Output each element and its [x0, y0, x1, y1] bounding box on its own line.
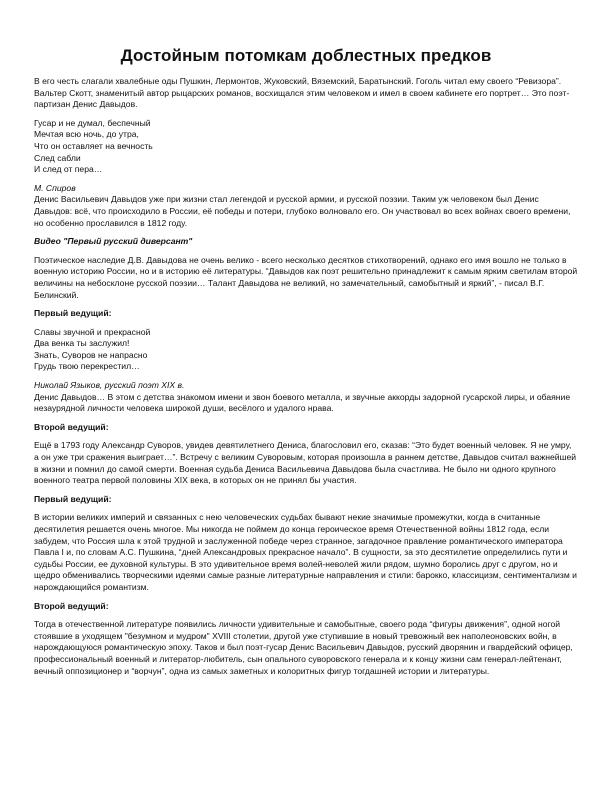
poem-spirov: [34, 118, 578, 176]
poem-line: Что он оставляет на вечность: [34, 140, 153, 151]
poem-line: Два венка ты заслужил!: [34, 338, 130, 349]
poem-author: М. Спиров: [34, 182, 76, 193]
poem-line: Грудь твою перекрестил…: [34, 361, 140, 372]
poem-line: Знать, Суворов не напрасно: [34, 349, 148, 360]
poem-line: И след от пера…: [34, 164, 103, 175]
poem-line: Славы звучной и прекрасной: [34, 326, 151, 337]
video-heading: Видео "Первый русский диверсант": [34, 236, 193, 247]
poem-line: След сабли: [34, 152, 81, 163]
paragraph-figures-of-movement: Тогда в отечественной литературе появились личности удивительные и самобытные, своего рода “фигуры движения”, одной ногой стоявшие в уходящем "безумном и мудром" XVIII столетии, другой уже ступившие в новый тревожный век наполеоновских войн, в нарождающуюся романтическую эпоху. Таков и был поэт-гусар Денис Васильевич Давыдов, русский дворянин и гвардейский офицер, профессиональный военный и литератор-любитель, сын опального суворовского генерала и к концу жизни сам генерал-лейтенант, вечный оппозиционер и “ворчун”, одна из самых заметных и колоритных фигур тогдашней истории и литературы.: [34, 619, 573, 676]
poem-line: Мечтая всю ночь, до утра,: [34, 129, 139, 140]
speaker-label-first-host: Первый ведущий:: [34, 493, 112, 504]
speaker-label-second-host: Второй ведущий:: [34, 421, 109, 432]
poem-yazykov: [34, 327, 578, 373]
poem-line: Гусар и не думал, беспечный: [34, 117, 151, 128]
paragraph-empires: В истории великих империй и связанных с нею человеческих судьбах бывают некие значимые промежутки, когда в считанные десятилетия решается очень многое. Мы никогда не поймем до конца героическое время Отечественной войны 1812 года, если забудем, что Россия шла к этой трудной и заслуженной победе через странное, загадочное правление романтического императора Павла I и, по словам А.С. Пушкина, “дней Александровых прекрасное начало”. В сущности, за это десятилетие определились пути и судьбы России, ее духовной культуры. В это удивительное время волей-неволей жили рядом, шумно боролись друг с другом, но и щедро обменивались творческими идеями самые разные литературные направления и стили: барокко, классицизм, сентиментализм и нарождающийся романтизм.: [34, 512, 577, 592]
speaker-label-first-host: Первый ведущий:: [34, 308, 112, 319]
paragraph-davydov-legend: Денис Васильевич Давыдов уже при жизни стал легендой и русской армии, и русской поэзии. Таким уж человеком был Денис Давыдов: всё, что происходило в России, её победы и потери, глубоко волновало его. Он участвовал во всех войнах своего времени, но особенно прославился в 1812 году.: [34, 194, 571, 228]
paragraph-suvorov: Ещё в 1793 году Александр Суворов, увидев девятилетнего Дениса, благословил его, сказав: “Это будет военный человек. Я не умру, а он уже три сражения выиграет…”. Встречу с великим Суворовым, которая произошла в раннем детстве, Давыдов считал важнейшей в жизни и помнил до самой смерти. Военная судьба Дениса Васильевича Давыдова была счастлива. Не было ни одного крупного военного театра первой половины XIX века, в которых он не принял бы участия.: [34, 440, 577, 486]
paragraph-poetic-heritage: Поэтическое наследие Д.В. Давыдова не очень велико - всего несколько десятков стихотворений, однако его имя вошло не только в военную историю России, но и в историю её литературы. “Давыдов как поэт решительно принадлежит к самым ярким светилам второй величины на небосклоне русской поэзии… Талант Давыдова не великий, но замечательный, самобытный и яркий”, - писал В.Г. Белинский.: [34, 254, 578, 300]
page-title: Достойным потомкам доблестных предков: [120, 46, 492, 65]
paragraph-davydov-name: Денис Давыдов… В этом с детства знакомом имени и звон боевого металла, и звучные аккорды задорной гусарской лиры, и обаяние незаурядной личности человека широкой души, весёлого и удалого нрава.: [34, 391, 571, 414]
intro-paragraph: В его честь слагали хвалебные оды Пушкин, Лермонтов, Жуковский, Вяземский, Баратынский. Гоголь читал ему своего “Ревизора”. Вальтер Скотт, знаменитый автор рыцарских романов, восхищался этим человеком и имел в своем кабинете его портрет… Это поэт-партизан Денис Давыдов.: [34, 76, 570, 110]
speaker-label-second-host: Второй ведущий:: [34, 600, 109, 611]
poem-author: Николай Языков, русский поэт XIX в.: [34, 380, 185, 391]
